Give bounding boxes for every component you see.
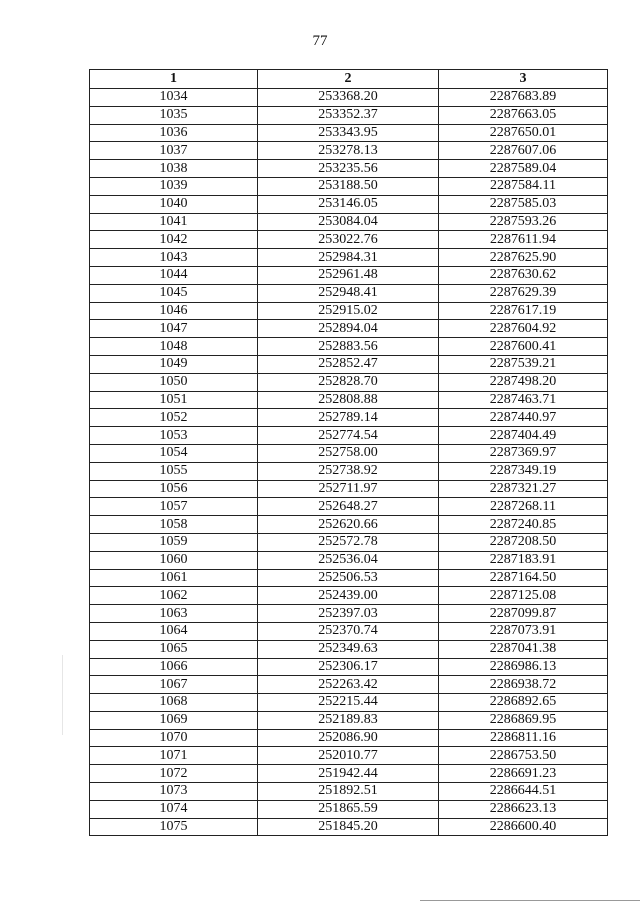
point-number-cell: 1034 (90, 89, 258, 107)
table-row (90, 106, 608, 124)
y-coordinate-cell: 2287600.41 (439, 338, 608, 356)
table-row (90, 231, 608, 249)
y-coordinate-cell: 2287268.11 (439, 498, 608, 516)
x-coordinate-cell: 252961.48 (258, 266, 439, 284)
table-row (90, 213, 608, 231)
y-coordinate-cell: 2287041.38 (439, 640, 608, 658)
point-number-cell: 1051 (90, 391, 258, 409)
table-row (90, 338, 608, 356)
x-coordinate-cell: 251845.20 (258, 818, 439, 836)
column-header-3: 3 (439, 70, 608, 89)
x-coordinate-cell: 252263.42 (258, 676, 439, 694)
point-number-cell: 1041 (90, 213, 258, 231)
x-coordinate-cell: 252984.31 (258, 249, 439, 267)
x-coordinate-cell: 252883.56 (258, 338, 439, 356)
table-row (90, 800, 608, 818)
y-coordinate-cell: 2287629.39 (439, 284, 608, 302)
table-row (90, 498, 608, 516)
x-coordinate-cell: 253368.20 (258, 89, 439, 107)
y-coordinate-cell: 2286644.51 (439, 783, 608, 801)
point-number-cell: 1061 (90, 569, 258, 587)
y-coordinate-cell: 2287607.06 (439, 142, 608, 160)
y-coordinate-cell: 2287073.91 (439, 622, 608, 640)
table-row (90, 373, 608, 391)
table-row (90, 587, 608, 605)
point-number-cell: 1036 (90, 124, 258, 142)
y-coordinate-cell: 2287611.94 (439, 231, 608, 249)
table-row (90, 444, 608, 462)
y-coordinate-cell: 2287463.71 (439, 391, 608, 409)
x-coordinate-cell: 253022.76 (258, 231, 439, 249)
x-coordinate-cell: 252439.00 (258, 587, 439, 605)
point-number-cell: 1040 (90, 195, 258, 213)
y-coordinate-cell: 2287663.05 (439, 106, 608, 124)
point-number-cell: 1060 (90, 551, 258, 569)
x-coordinate-cell: 253343.95 (258, 124, 439, 142)
point-number-cell: 1071 (90, 747, 258, 765)
point-number-cell: 1059 (90, 533, 258, 551)
x-coordinate-cell: 252738.92 (258, 462, 439, 480)
table-row (90, 622, 608, 640)
point-number-cell: 1058 (90, 516, 258, 534)
x-coordinate-cell: 252758.00 (258, 444, 439, 462)
table-row (90, 640, 608, 658)
point-number-cell: 1075 (90, 818, 258, 836)
x-coordinate-cell: 253235.56 (258, 160, 439, 178)
table-body (90, 89, 608, 836)
y-coordinate-cell: 2287589.04 (439, 160, 608, 178)
point-number-cell: 1056 (90, 480, 258, 498)
y-coordinate-cell: 2287349.19 (439, 462, 608, 480)
y-coordinate-cell: 2287164.50 (439, 569, 608, 587)
table-row (90, 569, 608, 587)
x-coordinate-cell: 252189.83 (258, 711, 439, 729)
y-coordinate-cell: 2287584.11 (439, 177, 608, 195)
y-coordinate-cell: 2286892.65 (439, 694, 608, 712)
x-coordinate-cell: 252506.53 (258, 569, 439, 587)
point-number-cell: 1042 (90, 231, 258, 249)
y-coordinate-cell: 2287650.01 (439, 124, 608, 142)
point-number-cell: 1074 (90, 800, 258, 818)
table-row (90, 694, 608, 712)
table-row (90, 729, 608, 747)
point-number-cell: 1065 (90, 640, 258, 658)
y-coordinate-cell: 2287593.26 (439, 213, 608, 231)
point-number-cell: 1067 (90, 676, 258, 694)
y-coordinate-cell: 2287604.92 (439, 320, 608, 338)
y-coordinate-cell: 2287683.89 (439, 89, 608, 107)
x-coordinate-cell: 252397.03 (258, 605, 439, 623)
table-row (90, 818, 608, 836)
table-row (90, 427, 608, 445)
table-row (90, 249, 608, 267)
x-coordinate-cell: 253278.13 (258, 142, 439, 160)
point-number-cell: 1057 (90, 498, 258, 516)
y-coordinate-cell: 2287625.90 (439, 249, 608, 267)
x-coordinate-cell: 252948.41 (258, 284, 439, 302)
point-number-cell: 1069 (90, 711, 258, 729)
x-coordinate-cell: 253146.05 (258, 195, 439, 213)
table-row (90, 355, 608, 373)
point-number-cell: 1048 (90, 338, 258, 356)
table-row (90, 266, 608, 284)
y-coordinate-cell: 2287404.49 (439, 427, 608, 445)
point-number-cell: 1035 (90, 106, 258, 124)
y-coordinate-cell: 2287240.85 (439, 516, 608, 534)
point-number-cell: 1053 (90, 427, 258, 445)
x-coordinate-cell: 251892.51 (258, 783, 439, 801)
table-row (90, 676, 608, 694)
x-coordinate-cell: 252789.14 (258, 409, 439, 427)
y-coordinate-cell: 2287630.62 (439, 266, 608, 284)
x-coordinate-cell: 252828.70 (258, 373, 439, 391)
table-row (90, 747, 608, 765)
x-coordinate-cell: 252572.78 (258, 533, 439, 551)
table-row (90, 533, 608, 551)
x-coordinate-cell: 251942.44 (258, 765, 439, 783)
x-coordinate-cell: 252894.04 (258, 320, 439, 338)
x-coordinate-cell: 252774.54 (258, 427, 439, 445)
point-number-cell: 1055 (90, 462, 258, 480)
x-coordinate-cell: 251865.59 (258, 800, 439, 818)
y-coordinate-cell: 2286600.40 (439, 818, 608, 836)
table-row (90, 284, 608, 302)
x-coordinate-cell: 252536.04 (258, 551, 439, 569)
table-row (90, 480, 608, 498)
table-row (90, 765, 608, 783)
table-row (90, 409, 608, 427)
point-number-cell: 1062 (90, 587, 258, 605)
x-coordinate-cell: 252010.77 (258, 747, 439, 765)
y-coordinate-cell: 2287208.50 (439, 533, 608, 551)
table-row (90, 658, 608, 676)
x-coordinate-cell: 253352.37 (258, 106, 439, 124)
y-coordinate-cell: 2286623.13 (439, 800, 608, 818)
table-row (90, 124, 608, 142)
y-coordinate-cell: 2287585.03 (439, 195, 608, 213)
y-coordinate-cell: 2286938.72 (439, 676, 608, 694)
x-coordinate-cell: 252349.63 (258, 640, 439, 658)
table-row (90, 160, 608, 178)
point-number-cell: 1073 (90, 783, 258, 801)
x-coordinate-cell: 252215.44 (258, 694, 439, 712)
y-coordinate-cell: 2286691.23 (439, 765, 608, 783)
page-number: 77 (312, 33, 328, 49)
y-coordinate-cell: 2287125.08 (439, 587, 608, 605)
y-coordinate-cell: 2286986.13 (439, 658, 608, 676)
table-row (90, 605, 608, 623)
point-number-cell: 1037 (90, 142, 258, 160)
point-number-cell: 1063 (90, 605, 258, 623)
table-row (90, 551, 608, 569)
y-coordinate-cell: 2287099.87 (439, 605, 608, 623)
y-coordinate-cell: 2286753.50 (439, 747, 608, 765)
x-coordinate-cell: 252852.47 (258, 355, 439, 373)
point-number-cell: 1039 (90, 177, 258, 195)
x-coordinate-cell: 252086.90 (258, 729, 439, 747)
scan-artifact-edge (420, 900, 640, 901)
x-coordinate-cell: 253188.50 (258, 177, 439, 195)
point-number-cell: 1070 (90, 729, 258, 747)
table-row (90, 142, 608, 160)
table-row (90, 391, 608, 409)
x-coordinate-cell: 252711.97 (258, 480, 439, 498)
table-row (90, 783, 608, 801)
point-number-cell: 1054 (90, 444, 258, 462)
x-coordinate-cell: 252306.17 (258, 658, 439, 676)
point-number-cell: 1068 (90, 694, 258, 712)
scan-artifact-line (62, 655, 63, 735)
x-coordinate-cell: 252915.02 (258, 302, 439, 320)
point-number-cell: 1046 (90, 302, 258, 320)
y-coordinate-cell: 2287498.20 (439, 373, 608, 391)
point-number-cell: 1064 (90, 622, 258, 640)
table-row (90, 516, 608, 534)
point-number-cell: 1044 (90, 266, 258, 284)
y-coordinate-cell: 2286869.95 (439, 711, 608, 729)
point-number-cell: 1066 (90, 658, 258, 676)
table-row (90, 302, 608, 320)
x-coordinate-cell: 252808.88 (258, 391, 439, 409)
y-coordinate-cell: 2287440.97 (439, 409, 608, 427)
y-coordinate-cell: 2287617.19 (439, 302, 608, 320)
table-row (90, 462, 608, 480)
x-coordinate-cell: 252620.66 (258, 516, 439, 534)
column-header-1: 1 (90, 70, 258, 89)
point-number-cell: 1043 (90, 249, 258, 267)
table-header-row (90, 70, 608, 89)
point-number-cell: 1052 (90, 409, 258, 427)
point-number-cell: 1047 (90, 320, 258, 338)
coordinates-table-container (89, 69, 607, 836)
point-number-cell: 1045 (90, 284, 258, 302)
table-row (90, 177, 608, 195)
column-header-2: 2 (258, 70, 439, 89)
coordinates-table (89, 69, 608, 836)
y-coordinate-cell: 2287369.97 (439, 444, 608, 462)
x-coordinate-cell: 252370.74 (258, 622, 439, 640)
y-coordinate-cell: 2287321.27 (439, 480, 608, 498)
x-coordinate-cell: 253084.04 (258, 213, 439, 231)
y-coordinate-cell: 2287539.21 (439, 355, 608, 373)
point-number-cell: 1038 (90, 160, 258, 178)
table-row (90, 89, 608, 107)
table-row (90, 711, 608, 729)
point-number-cell: 1072 (90, 765, 258, 783)
table-row (90, 195, 608, 213)
y-coordinate-cell: 2287183.91 (439, 551, 608, 569)
point-number-cell: 1049 (90, 355, 258, 373)
table-row (90, 320, 608, 338)
x-coordinate-cell: 252648.27 (258, 498, 439, 516)
point-number-cell: 1050 (90, 373, 258, 391)
y-coordinate-cell: 2286811.16 (439, 729, 608, 747)
